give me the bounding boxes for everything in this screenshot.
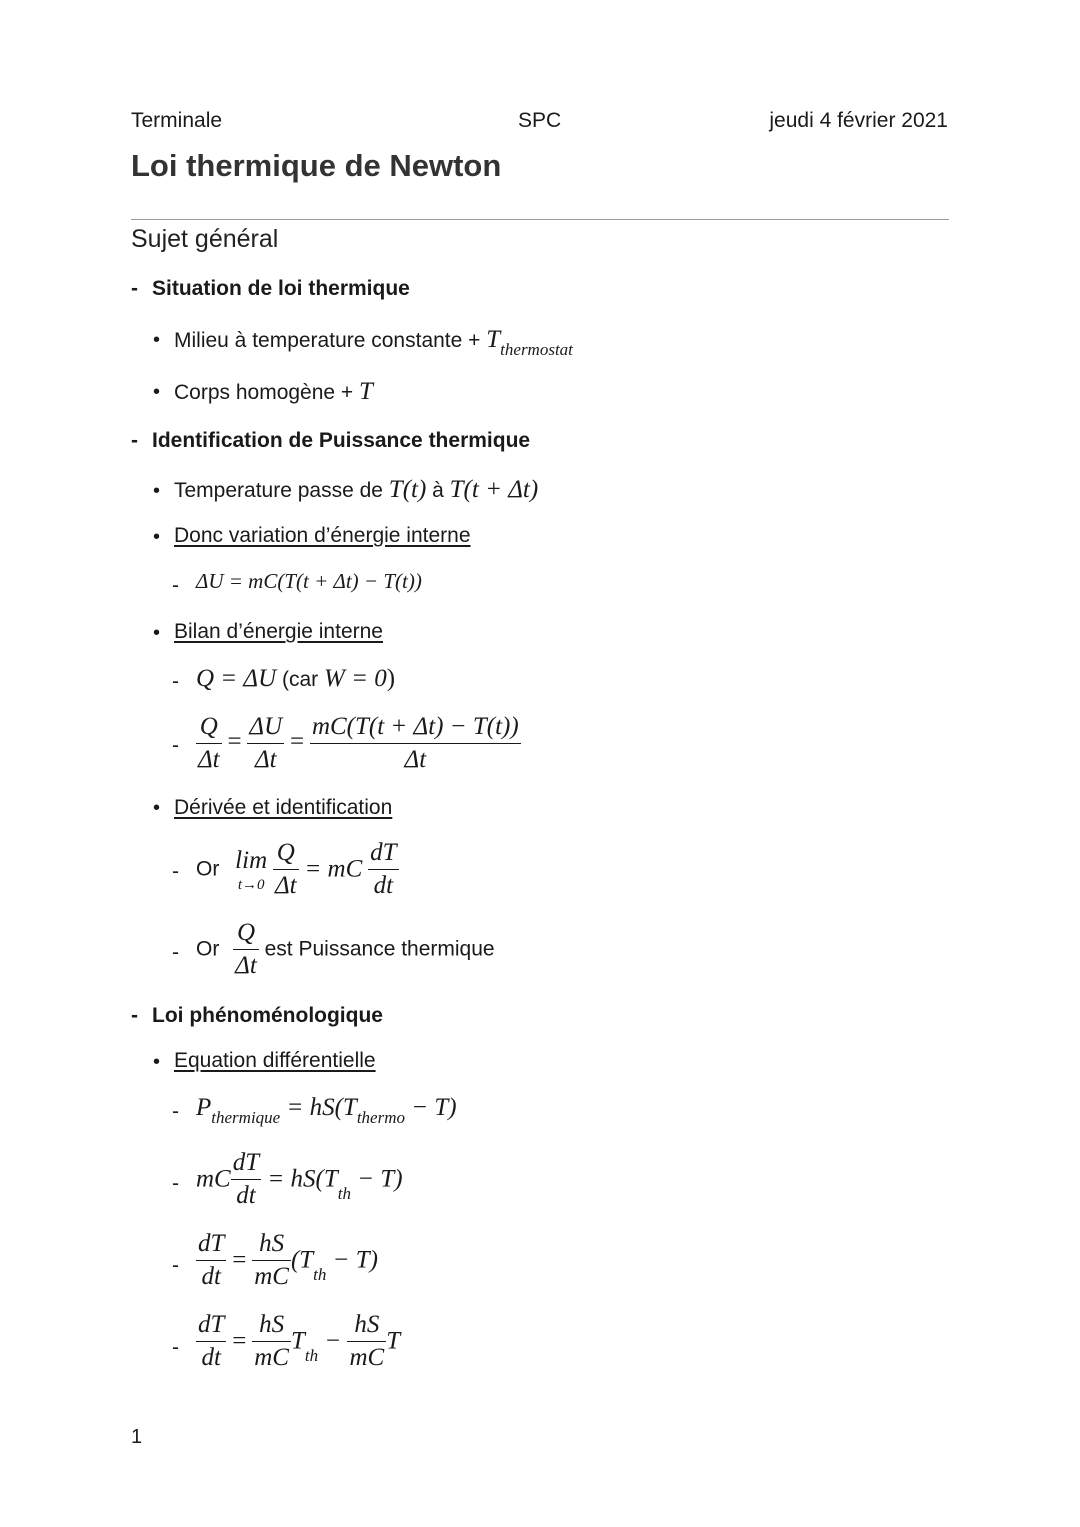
bullet-icon: • (153, 797, 161, 819)
sub-dash: - (172, 1254, 179, 1277)
fraction-num: dT (368, 837, 398, 870)
fraction-num: Q (273, 837, 299, 870)
fraction-den: mC (254, 1263, 289, 1290)
fraction-num: dT (196, 1309, 226, 1342)
bullet-icon: • (153, 526, 161, 548)
math-subscript: th (304, 1346, 319, 1366)
math-subscript: th (337, 1184, 351, 1204)
section-heading-loi: Loi phénoménologique (152, 1004, 383, 1027)
math-expr: P (196, 1094, 212, 1121)
lim-label: lim (235, 846, 268, 874)
math-T: T (486, 326, 501, 353)
equation-diff-2 (196, 1228, 378, 1293)
equals: = (232, 1246, 247, 1274)
math-expr: T(t + Δt) (449, 476, 539, 503)
bullet-corps (174, 378, 373, 406)
header-left: Terminale (131, 109, 223, 132)
equation-delta-u: ΔU = mC(T(t + Δt) − T(t)) (196, 569, 422, 593)
math-expr: − (318, 1327, 348, 1355)
math-expr: Q = ΔU (196, 665, 277, 692)
bullet-icon: • (153, 480, 161, 502)
limit-operator (235, 846, 267, 894)
sub-dash: - (172, 670, 179, 693)
math-expr: = mC (304, 855, 363, 883)
fraction-den: mC (254, 1344, 289, 1371)
equation-ratio (196, 711, 521, 776)
bullet-text: Corps homogène + (174, 381, 360, 404)
math-expr: = hS(T (280, 1094, 357, 1121)
fraction-num: mC(T(t + Δt) − T(t)) (310, 711, 521, 744)
fraction (196, 1228, 226, 1293)
sub-dash: - (172, 574, 179, 597)
bullet-milieu (174, 326, 573, 359)
fraction (231, 1147, 261, 1212)
fraction-num: Q (233, 917, 259, 950)
fraction (196, 1309, 226, 1374)
fraction (347, 1309, 386, 1374)
math-subscript: thermostat (500, 340, 573, 359)
fraction-den: dt (236, 1182, 256, 1209)
page-title: Loi thermique de Newton (131, 148, 502, 183)
equals: = (227, 728, 242, 756)
equation-text: (car (276, 668, 324, 691)
equation-limit (196, 837, 399, 902)
or-label: Or (196, 937, 220, 961)
bullet-icon: • (153, 622, 161, 644)
math-expr: T (386, 1327, 401, 1355)
lim-sub: t→0 (237, 876, 265, 893)
sub-dash: - (172, 941, 179, 964)
equation-text: est Puissance thermique (258, 937, 495, 961)
math-expr: = hS(T (261, 1165, 338, 1193)
fraction-den: Δt (235, 952, 257, 979)
bullet-icon: • (153, 1051, 161, 1073)
bullet-variation: Donc variation d’énergie interne (174, 524, 471, 547)
fraction-num: Q (196, 711, 222, 744)
sub-dash: - (172, 1336, 179, 1359)
section-dash: - (131, 277, 138, 300)
fraction (247, 711, 284, 776)
sub-dash: - (172, 860, 179, 883)
fraction-num: hS (347, 1309, 386, 1342)
bullet-icon: • (153, 381, 161, 403)
fraction (310, 711, 521, 776)
equals: = (232, 1327, 247, 1355)
header-center: SPC (518, 109, 562, 132)
fraction-den: dt (373, 872, 394, 899)
or-label: Or (196, 857, 220, 881)
bullet-icon: • (153, 329, 161, 351)
fraction-num: dT (231, 1147, 261, 1180)
math-subscript: th (313, 1265, 327, 1285)
math-expr: (T (290, 1246, 314, 1274)
fraction-den: Δt (254, 746, 277, 773)
equation-q-delta-u (196, 665, 395, 693)
fraction (368, 837, 398, 902)
equals: = (290, 728, 305, 756)
bullet-text: Temperature passe de (174, 479, 389, 502)
page-number: 1 (131, 1426, 143, 1448)
section-dash: - (131, 1004, 138, 1027)
equation-diff-1 (196, 1147, 403, 1212)
title-divider (131, 219, 949, 220)
fraction (233, 917, 259, 982)
fraction-den: mC (349, 1344, 385, 1371)
math-expr: T(t) (388, 476, 427, 503)
fraction-den: Δt (274, 872, 297, 899)
math-T: T (359, 378, 373, 405)
math-subscript: thermo (356, 1108, 405, 1127)
fraction (252, 1309, 291, 1374)
math-expr: mC (196, 1165, 231, 1193)
bullet-temperature (174, 476, 538, 504)
bullet-equation-diff: Equation différentielle (174, 1049, 376, 1072)
section-heading-identification: Identification de Puissance thermique (152, 429, 531, 452)
fraction (196, 711, 222, 776)
math-subscript: thermique (211, 1108, 281, 1127)
subject-heading: Sujet général (131, 225, 279, 253)
fraction-num: dT (196, 1228, 226, 1261)
sub-dash: - (172, 1172, 179, 1195)
bullet-text: à (426, 479, 450, 502)
math-expr: W = 0 (324, 665, 387, 692)
fraction (252, 1228, 291, 1293)
math-expr: − T) (326, 1246, 379, 1274)
sub-dash: - (172, 1100, 179, 1123)
fraction-den: dt (201, 1263, 221, 1290)
equation-pthermique (196, 1094, 457, 1127)
equation-puissance (196, 917, 495, 982)
equation-text: ) (386, 665, 396, 692)
fraction-num: hS (252, 1309, 291, 1342)
fraction (273, 837, 299, 902)
bullet-derivee: Dérivée et identification (174, 796, 393, 819)
fraction-den: dt (201, 1344, 221, 1371)
bullet-text: Milieu à temperature constante + (174, 329, 487, 352)
fraction-num: ΔU (247, 711, 284, 744)
fraction-den: Δt (404, 746, 427, 773)
header-date: jeudi 4 février 2021 (769, 109, 948, 132)
math-expr: − T) (350, 1165, 403, 1193)
fraction-den: Δt (198, 746, 220, 773)
bullet-bilan: Bilan d’énergie interne (174, 620, 383, 643)
math-expr: T (290, 1327, 305, 1355)
equation-diff-3 (196, 1309, 400, 1374)
section-heading-situation: Situation de loi thermique (152, 277, 410, 300)
section-dash: - (131, 429, 138, 452)
fraction-num: hS (252, 1228, 291, 1261)
math-expr: − T) (405, 1094, 457, 1121)
sub-dash: - (172, 734, 179, 757)
